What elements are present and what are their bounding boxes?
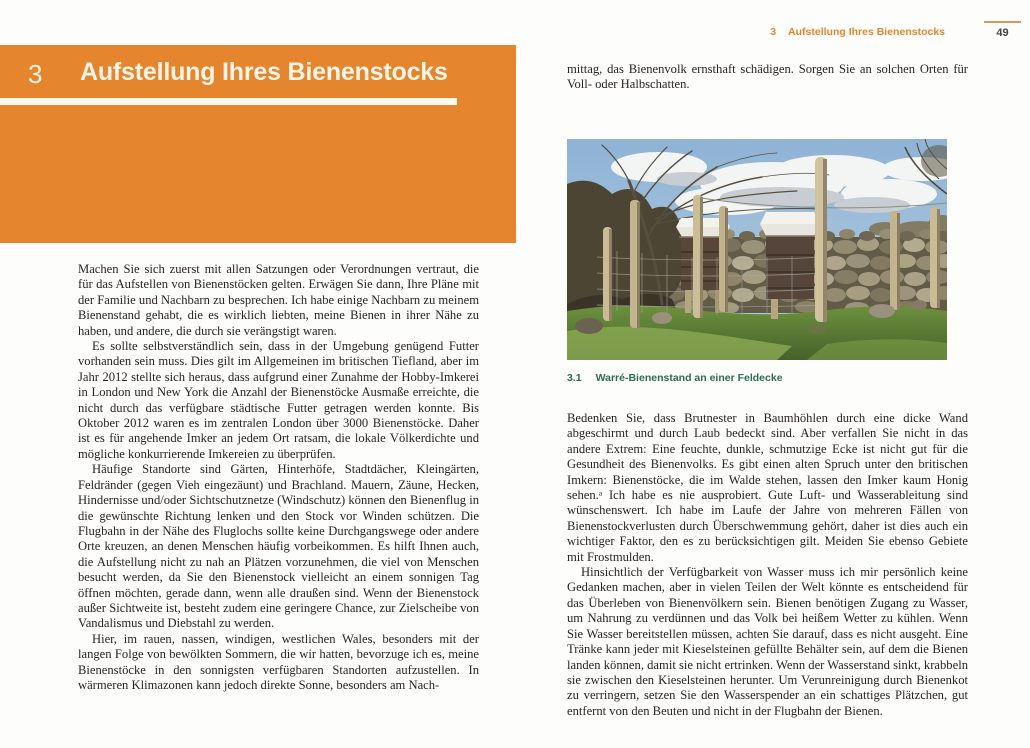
paragraph: Häufige Standorte sind Gärten, Hinterhöfe, Stadtdächer, Kleingärten, Feldränder (gegen Vieh eingezäunt) und Brachland. Mauern, Zäune, Hecken, Hindernisse und/oder Sichtschutznetze (Windschutz) können den Bienenflug in die gewünschte Richtung lenken und den Stock vor Winden schützen. Die Flugbahn in der Nähe des Fluglochs sollte keine Durchgangswege oder andere Orte kreuzen, an denen Menschen häufig vorbeikommen. Es hilft Ihnen auch, die Aufstellung nicht zu nah an Plätzen vorzunehmen, die viel von Menschen besucht werden, da Sie den Bienenstock vielleicht an einem sonnigen Tag öffnen möchten, gerade dann, wenn alle draußen sind. Wenn der Bienenstock außer Sichtweite ist, besteht zudem eine geringere Chance, zur Zielscheibe von Vandalismus und Diebstahl zu werden.: [78, 462, 479, 631]
running-header-title: Aufstellung Ihres Bienenstocks: [788, 26, 945, 38]
figure-caption-text: Warré-Bienenstand an einer Feldecke: [595, 372, 783, 384]
chapter-number: 3: [28, 59, 43, 89]
running-header: [567, 26, 945, 38]
paragraph: Es sollte selbstverständlich sein, dass in der Umgebung genügend Futter vorhanden sein muss. Dies gilt im Allgemeinen im britischen Tiefland, aber im Jahr 2012 stellte sich heraus, dass aufgrund einer Zunahme der Hobby-Imkerei in London und New York die Anzahl der Bienenstöcke Ausmaße erreichte, die nicht durch das verfügbare städtische Futter getragen werden konnte. Bis Oktober 2012 waren es im zentralen London über 3000 Bienenstöcke. Daher ist es für angehende Imker an jedem Ort ratsam, die lokale Völkerdichte und mögliche konkurrierende Imkereien zu überprüfen.: [78, 339, 479, 461]
chapter-title: Aufstellung Ihres Bienenstocks: [80, 58, 448, 86]
paragraph: mittag, das Bienenvolk ernsthaft schädigen. Sorgen Sie an solchen Orten für Voll- oder Halbschatten.: [567, 62, 968, 92]
paragraph: Bedenken Sie, dass Brutnester in Baumhöhlen durch eine dicke Wand abgeschirmt und durch Laub bedeckt sind. Aber verfallen Sie nicht in das andere Extrem: Eine feuchte, dunkle, schmutzige Ecke ist nicht gut für die Gesundheit des Bienenvolks. Es gibt einen alten Spruch unter den britischen Imkern: Bienenstöcke, die im Walde stehen, lassen den Imker kaum Honig sehen.ᵃ Ich habe es nie ausprobiert. Gute Luft- und Wasserableitung sind wünschenswert. Ich habe im Laufe der Jahre von mehreren Fällen von Bienenstockverlusten durch Überschwemmung gehört, daher ist dies auch ein wichtiger Faktor, den es zu berücksichtigen gilt. Meiden Sie ebenso Gebiete mit Frostmulden.: [567, 411, 968, 564]
page-number: 49: [996, 27, 1009, 39]
paragraph: Hinsichtlich der Verfügbarkeit von Wasser muss ich mir persönlich keine Gedanken machen, aber in vielen Teilen der Welt könnte es entscheidend für das Überleben von Bienenvölkern sein. Bienen benötigen Zugang zu Wasser, um Nahrung zu verdünnen und das Volk bei heißem Wetter zu kühlen. Wenn Sie Wasser bereitstellen müssen, achten Sie darauf, dass es nicht ausgeht. Eine Tränke kann jeder mit Kieselsteinen gefüllte Behälter sein, auf dem die Bienen landen können, damit sie nicht ertrinken. Wenn der Wasserstand sinkt, krabbeln sie zwischen den Kieselsteinen herunter. Um Verunreinigung durch Bienenkot zu verringern, setzen Sie den Wasserspender an ein schattiges Plätzchen, gut entfernt von den Beuten und nicht in der Flugbahn der Bienen.: [567, 565, 968, 718]
folio-rule: [984, 21, 1021, 23]
right-text-column: [567, 411, 968, 719]
figure-photo-warre-apiary: [567, 139, 947, 360]
left-text-column: [78, 262, 479, 693]
running-header-chapter-number: 3: [770, 26, 777, 38]
chapter-banner: [0, 45, 516, 243]
paragraph: Hier, im rauen, nassen, windigen, westlichen Wales, besonders mit der langen Folge von bewölkten Sommern, die wir hatten, bevorzuge ich es, meine Bienenstöcke in den sonnigsten verfügbaren Standorten aufzustellen. In wärmeren Klimazonen kann jedoch direkte Sonne, besonders am Nach-: [78, 631, 479, 692]
chapter-banner-rule: [0, 98, 457, 105]
apiary-photo-illustration: [567, 139, 947, 360]
figure-caption: [567, 372, 957, 384]
right-intro-column: [567, 62, 968, 93]
paragraph: Machen Sie sich zuerst mit allen Satzungen oder Verordnungen vertraut, die für das Aufstellen von Bienenstöcken gelten. Erwägen Sie dann, Ihre Pläne mit der Familie und Nachbarn zu besprechen. Ich habe einige Nachbarn zu meinem Bienenstand gehabt, die es wirklich liebten, meine Bienen in ihrer Nähe zu haben, und andere, die durch sie verängstigt waren.: [78, 262, 479, 338]
figure-caption-number: 3.1: [567, 372, 582, 384]
